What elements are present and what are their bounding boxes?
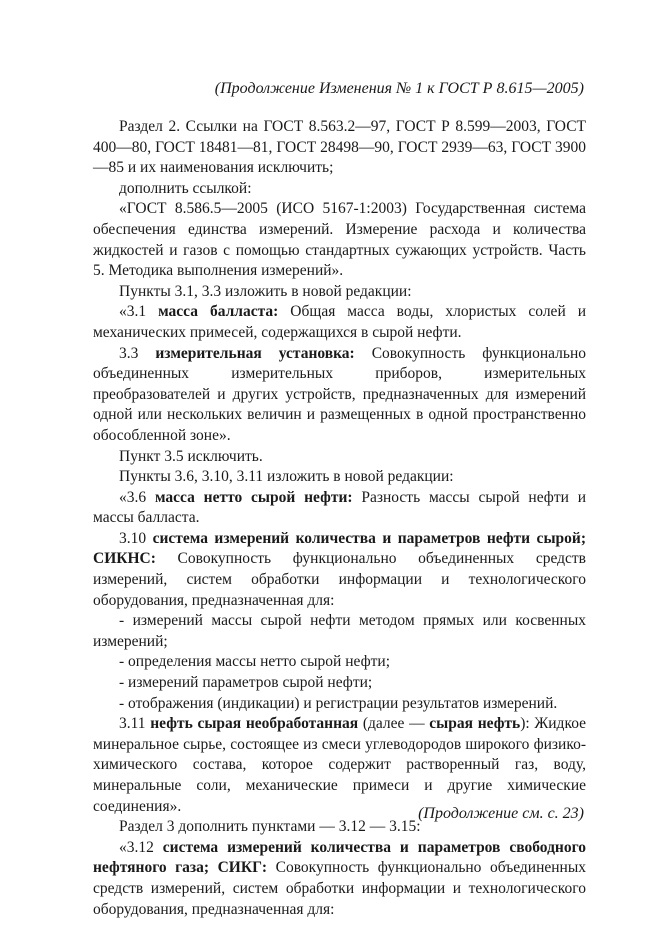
term-siknc: система измерений количества и параметров нефти сырой; СИКНС: <box>93 529 587 568</box>
paragraph-items-3-1-3-3: Пункты 3.1, 3.3 изложить в новой редакции: <box>119 282 412 300</box>
definition-3-3: 3.3 измерительная установка: Совокупность функционально объединенных измерительных приборов, измерительных преобразователей и других устройств, предназначенных для измерений одной или нескольких величин и размещенных в одной пространственно обособленной зоне». <box>93 344 587 444</box>
paragraph-gost-reference: «ГОСТ 8.586.5—2005 (ИСО 5167-1:2003) Государственная система обеспечения единства измерений. Измерение расхода и количества жидкостей и газов с помощью стандартных сужающих устройств. Часть 5. Методика выполнения измерений». <box>93 200 586 280</box>
term-crude-oil-short: сырая нефть <box>429 715 521 733</box>
paragraph-item-3-5-removed: Пункт 3.5 исключить. <box>119 447 263 465</box>
continuation-header: (Продолжение Изменения № 1 к ГОСТ Р 8.615—2005) <box>214 80 584 97</box>
definition-3-6: «3.6 масса нетто сырой нефти: Разность массы сырой нефти и массы балласта. <box>93 488 586 527</box>
continuation-footer: (Продолжение см. с. 23) <box>418 805 584 822</box>
term-sikg: система измерений количества и параметров свободного нефтяного газа; СИКГ: <box>93 838 587 877</box>
term-net-mass: масса нетто сырой нефти: <box>154 488 353 506</box>
paragraph-items-3-6-3-11: Пункты 3.6, 3.10, 3.11 изложить в новой редакции: <box>119 468 454 486</box>
definition-3-11: 3.11 нефть сырая необработанная (далее — сырая нефть): Жидкое минеральное сырье, состоящее из смеси углеводородов широкого физико-химического состава, которое содержит растворенный газ, воду, минеральные соли, механические примеси и другие химические соединения». <box>93 715 587 815</box>
paragraph-references-removed: Раздел 2. Ссылки на ГОСТ 8.563.2—97, ГОСТ Р 8.599—2003, ГОСТ 400—80, ГОСТ 18481—81, ГОСТ 28498—90, ГОСТ 2939—63, ГОСТ 3900—85 и их наименования исключить; <box>93 118 586 177</box>
definition-3-12: «3.12 система измерений количества и параметров свободного нефтяного газа; СИКГ: Совокупность функционально объединенных средств измерений, систем обработки информации и технологического оборудования, предназначенная для: <box>93 838 587 918</box>
term-ballast-mass: масса балласта: <box>158 303 279 321</box>
definition-3-10: 3.10 система измерений количества и параметров нефти сырой; СИКНС: Совокупность функционально объединенных средств измерений, систем обработки информации и технологического оборудования, предназначенная для: <box>93 529 587 609</box>
document-body <box>93 117 586 920</box>
list-item: - измерений массы сырой нефти методом прямых или косвенных измерений; <box>93 612 586 650</box>
list-item: - определения массы нетто сырой нефти; <box>119 653 391 671</box>
definition-3-1: «3.1 масса балласта: Общая масса воды, хлористых солей и механических примесей, содержащихся в сырой нефти. <box>93 303 586 341</box>
list-item: - отображения (индикации) и регистрации результатов измерений. <box>119 694 558 712</box>
paragraph-add-reference: дополнить ссылкой: <box>119 179 252 197</box>
paragraph-section-3-addition: Раздел 3 дополнить пунктами — 3.12 — 3.15: <box>119 818 421 836</box>
term-measuring-unit: измерительная установка: <box>155 344 355 362</box>
list-item: - измерений параметров сырой нефти; <box>119 674 373 692</box>
term-crude-oil: нефть сырая необработанная <box>150 715 359 733</box>
